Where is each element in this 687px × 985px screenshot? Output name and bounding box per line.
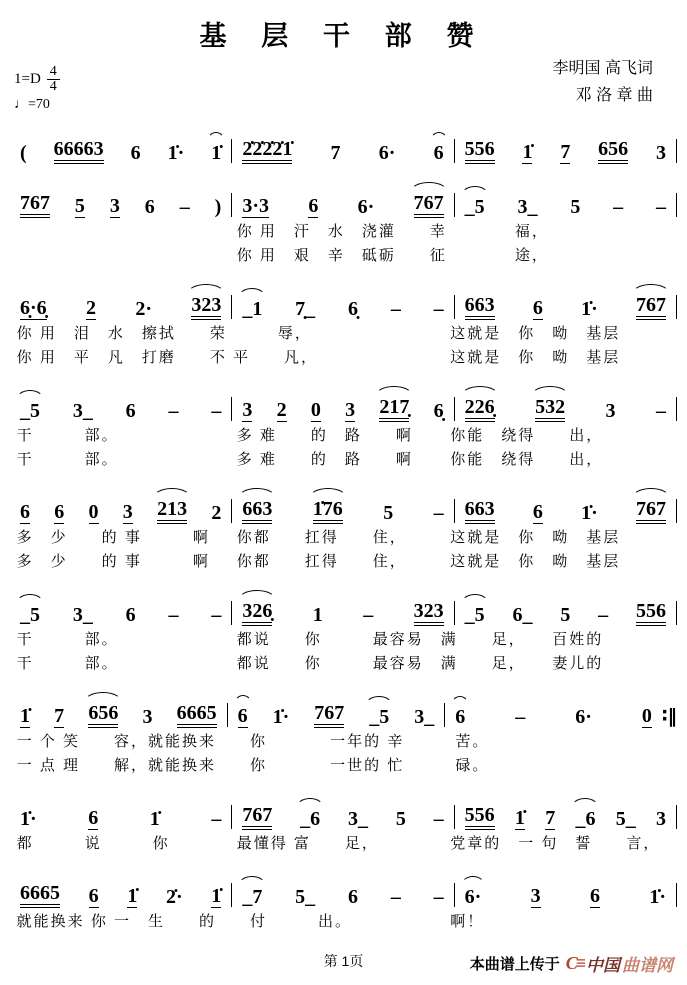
note: 1̇ <box>522 141 533 163</box>
note: 3_ <box>72 604 93 626</box>
note: 2̇2̇2̇2̇1̇ <box>242 139 292 164</box>
note: 656 <box>598 139 628 164</box>
lyric-segment: 你 用 艰 辛 砥砺 征 途， <box>236 247 549 264</box>
measure <box>10 883 231 908</box>
note: 5 <box>74 195 85 217</box>
note: 2· <box>135 298 152 320</box>
measure <box>232 805 453 830</box>
note: 3 <box>122 501 133 523</box>
note: 532 <box>535 397 565 422</box>
lyric-segment: 你 用 汗 水 浇灌 幸 福， <box>236 223 549 240</box>
note: 767 <box>636 499 666 524</box>
barline <box>676 883 677 907</box>
lyric-line <box>10 422 677 446</box>
note: 6· <box>575 706 592 728</box>
lyric-segment: 你 用 平 凡 打磨 不 平 凡， <box>16 349 318 366</box>
barline <box>676 805 677 829</box>
note: 213 <box>157 499 187 524</box>
measure <box>455 197 676 218</box>
note: – <box>168 400 179 422</box>
note: 226̣ <box>465 397 495 422</box>
system <box>10 479 677 572</box>
notes-row <box>10 119 677 164</box>
note: 1̇· <box>649 886 666 908</box>
lyric-line <box>10 752 677 776</box>
barline <box>676 139 677 163</box>
note: 556 <box>636 601 666 626</box>
barline <box>676 499 677 523</box>
song-title: 基 层 干 部 赞 <box>199 21 488 51</box>
system <box>10 581 677 674</box>
note: 1̇· <box>272 706 290 728</box>
note: – <box>515 706 526 728</box>
measure <box>10 703 227 728</box>
lyric-segment: 干 部。 <box>16 655 119 672</box>
measure <box>455 886 676 908</box>
lyric-line <box>10 446 677 470</box>
measure <box>455 295 676 320</box>
lyric-segment: 这就是 你 呦 基层 <box>450 325 621 342</box>
note: 1̇· <box>581 502 598 524</box>
note: – <box>433 808 444 830</box>
measure <box>232 139 453 164</box>
note: 0 <box>88 501 99 523</box>
note: 66663 <box>54 139 104 164</box>
note: 6· <box>378 142 396 164</box>
note: 7 <box>330 142 341 164</box>
note: 323 <box>191 295 221 320</box>
note: 323 <box>414 601 444 626</box>
note: 1̇ <box>149 808 160 830</box>
composer-credit: 邓 洛 章 曲 <box>575 87 653 105</box>
note: _5 <box>464 604 485 626</box>
lyric-line <box>10 650 677 674</box>
note: 6 <box>532 501 543 523</box>
note: 2 <box>276 399 287 421</box>
notes-row <box>10 683 677 728</box>
note: – <box>433 502 444 524</box>
note: – <box>211 604 222 626</box>
notes-row <box>10 479 677 524</box>
lyric-segment: 你能 绕得 出， <box>450 427 604 444</box>
note: 5_ <box>615 808 636 830</box>
note: 3 <box>605 400 616 422</box>
note: 3 <box>345 399 356 421</box>
note: 663 <box>465 499 495 524</box>
note: _6 <box>575 808 596 830</box>
system <box>10 683 677 776</box>
note: 0 <box>310 399 321 421</box>
note: 3 <box>530 885 541 907</box>
note: 3_ <box>72 400 93 422</box>
note: – <box>433 886 444 908</box>
site-logo-icon: C≡ <box>565 953 584 973</box>
note: 1 <box>312 604 323 626</box>
lyric-segment: 就能换来 你 一 生 的 付 出。 <box>16 913 352 930</box>
note: 6· <box>464 886 482 908</box>
lyric-segment: 多 少 的 事 啊 <box>16 553 210 570</box>
lyric-segment: 一世的 忙 碌。 <box>330 757 490 774</box>
notes-row <box>10 377 677 422</box>
note: 6 <box>144 196 155 218</box>
note: 1̇ <box>211 142 222 164</box>
note: 6 <box>54 501 65 523</box>
note: 6 <box>532 297 543 319</box>
measure <box>10 605 231 626</box>
score-meta <box>10 55 677 119</box>
note: 5 <box>570 196 581 218</box>
key-signature-block <box>14 65 60 113</box>
note: _6 <box>300 808 321 830</box>
note: 1̇· <box>581 298 598 320</box>
measure <box>228 703 445 728</box>
measure <box>445 706 662 728</box>
lyric-segment: 都 说 你 <box>16 835 170 852</box>
note: 656 <box>88 703 118 728</box>
lyric-segment: 啊！ <box>450 913 485 930</box>
score <box>10 119 677 932</box>
note: 0 <box>641 705 652 727</box>
measure <box>455 499 676 524</box>
note: 7 <box>54 705 65 727</box>
note: 6 <box>130 142 141 164</box>
key-signature: 1=D <box>14 71 41 87</box>
system <box>10 119 677 164</box>
note: 1̇ <box>127 885 138 907</box>
note: 556 <box>465 805 495 830</box>
note: 6665 <box>177 703 217 728</box>
note: 3 <box>242 399 253 421</box>
note: 6̣·6̣ <box>20 297 47 319</box>
note: – <box>655 196 666 218</box>
note: 2 <box>211 502 222 524</box>
measure <box>455 805 676 830</box>
note: 767 <box>636 295 666 320</box>
note: 7 <box>545 807 556 829</box>
note: 6 <box>88 885 99 907</box>
note: _1 <box>242 298 263 320</box>
lyric-line <box>10 728 677 752</box>
lyric-segment: 党章的 一 句 誓 言， <box>450 835 661 852</box>
note: 6 <box>455 706 466 728</box>
credits <box>553 55 653 109</box>
lyric-segment: 这就是 你 呦 基层 <box>450 349 621 366</box>
note: _5 <box>369 706 390 728</box>
measure <box>232 887 453 908</box>
note: 2̇· <box>165 886 183 908</box>
uploader-info <box>470 951 673 976</box>
note: 1̇· <box>167 142 185 164</box>
note: 6· <box>357 196 375 218</box>
measure <box>455 601 676 626</box>
measure <box>232 601 453 626</box>
barline <box>676 601 677 625</box>
note: ( <box>20 142 27 164</box>
barline <box>676 397 677 421</box>
note: 7 <box>560 141 571 163</box>
note: 767 <box>314 703 344 728</box>
note: 5 <box>383 502 394 524</box>
note: 6 <box>88 807 99 829</box>
note: 6 <box>589 885 600 907</box>
notes-row <box>10 785 677 830</box>
repeat-barline: ∶‖ <box>661 705 678 728</box>
note: 217̣ <box>379 397 409 422</box>
lyric-segment: 干 部。 <box>16 451 119 468</box>
lyric-line <box>10 908 677 932</box>
lyricist-credit: 李明国 高飞词 <box>552 60 653 77</box>
note: – <box>390 298 401 320</box>
note: 2 <box>86 297 96 319</box>
notes-row <box>10 863 677 908</box>
note: – <box>390 886 401 908</box>
lyric-line <box>10 626 677 650</box>
note: 5 <box>395 808 406 830</box>
note: 767 <box>242 805 272 830</box>
note: 6 <box>433 142 444 164</box>
lyric-segment: 干 部。 <box>16 427 119 444</box>
notes-row <box>10 581 677 626</box>
measure <box>10 295 231 320</box>
lyric-segment: 都说 你 最容易 满 足， 妻儿的 <box>236 655 604 672</box>
note: 6 <box>347 886 358 908</box>
note: 1̇76 <box>313 499 343 524</box>
measure <box>10 193 231 218</box>
note: – <box>211 400 222 422</box>
system <box>10 863 677 932</box>
note: 6 <box>125 400 136 422</box>
system <box>10 275 677 368</box>
note: 3_ <box>414 706 435 728</box>
lyric-segment: 都说 你 最容易 满 足， 百姓的 <box>236 631 604 648</box>
note: 1̇· <box>20 808 37 830</box>
lyric-segment: 一 点 理 解，就能换来 你 <box>16 757 267 774</box>
note: 7̣_ <box>295 298 316 320</box>
note: – <box>598 604 609 626</box>
system <box>10 377 677 470</box>
measure <box>10 499 231 524</box>
lyric-line <box>10 320 677 344</box>
measure <box>10 139 231 164</box>
note: – <box>433 298 444 320</box>
lyric-line <box>10 830 677 854</box>
note: _5 <box>464 196 485 218</box>
note: 1̇ <box>514 807 525 829</box>
measure <box>455 397 676 422</box>
lyric-segment: 这就是 你 呦 基层 <box>450 529 621 546</box>
upload-label: 本曲谱上传于 <box>469 956 560 973</box>
lyric-segment: 你 用 泪 水 擦拭 荣 辱， <box>16 325 312 342</box>
note: 6 <box>20 501 30 523</box>
lyric-line <box>10 344 677 368</box>
lyric-segment: 一 个 笑 容，就能换来 你 <box>16 733 267 750</box>
barline <box>676 295 677 319</box>
note: 326̣ <box>242 601 272 626</box>
note: _5 <box>20 604 40 626</box>
note: 3_ <box>517 196 538 218</box>
lyric-segment: 你都 扛得 住， <box>236 529 407 546</box>
note: – <box>168 604 179 626</box>
notes-row <box>10 173 677 218</box>
note: _7 <box>242 886 263 908</box>
measure <box>232 397 453 422</box>
barline <box>676 193 677 217</box>
measure <box>10 401 231 422</box>
note: 5_ <box>295 886 316 908</box>
note: 6̣ <box>347 298 358 320</box>
note: 3 <box>142 706 153 728</box>
note: 6665 <box>20 883 60 908</box>
lyric-segment: 你能 绕得 出， <box>450 451 604 468</box>
lyric-segment: 干 部。 <box>16 631 119 648</box>
note: 6̣ <box>433 400 444 422</box>
lyric-segment: 多 少 的 事 啊 <box>16 529 210 546</box>
note: 663 <box>242 499 272 524</box>
system <box>10 173 677 266</box>
page-footer <box>0 951 687 977</box>
note: 6 <box>237 705 248 727</box>
lyric-line <box>10 242 677 266</box>
lyric-segment: 多 难 的 路 啊 <box>236 451 413 468</box>
note: – <box>211 808 222 830</box>
note: 767 <box>20 193 50 218</box>
note: 3 <box>655 808 666 830</box>
lyric-line <box>10 524 677 548</box>
site-logo: C≡ 中国 曲谱网 <box>565 953 673 975</box>
note: – <box>655 400 666 422</box>
note: 767 <box>414 193 444 218</box>
lyric-segment: 这就是 你 呦 基层 <box>450 553 621 570</box>
measure <box>455 139 676 164</box>
measure <box>10 808 231 830</box>
measure <box>232 499 453 524</box>
note: 5 <box>560 604 571 626</box>
lyric-segment: 最懂得 富 足， <box>236 835 379 852</box>
notes-row <box>10 275 677 320</box>
note: 1̇ <box>20 705 30 727</box>
system <box>10 785 677 854</box>
lyric-line <box>10 218 677 242</box>
note: ) <box>214 196 222 218</box>
note: – <box>363 604 374 626</box>
measure <box>232 299 453 320</box>
note: 6 <box>125 604 136 626</box>
note: 556 <box>465 139 495 164</box>
note: 6_ <box>512 604 533 626</box>
tempo-marking: ♩=70 <box>14 97 50 112</box>
lyric-segment: 你都 扛得 住， <box>236 553 407 570</box>
time-signature: $\frac{4}{4}$ <box>47 65 60 94</box>
note: 3 <box>109 195 120 217</box>
note: 1̇ <box>211 885 222 907</box>
note: 3_ <box>347 808 368 830</box>
note: – <box>613 196 624 218</box>
note: 663 <box>465 295 495 320</box>
note: _5 <box>20 400 40 422</box>
measure <box>232 193 453 218</box>
note: 6 <box>308 195 319 217</box>
note: – <box>179 196 190 218</box>
page-number: 第 1页 <box>323 953 364 969</box>
lyric-segment: 多 难 的 路 啊 <box>236 427 413 444</box>
note: 3·3 <box>242 195 269 217</box>
lyric-segment: 一年的 辛 苦。 <box>330 733 490 750</box>
note: 3 <box>655 142 666 164</box>
lyric-line <box>10 548 677 572</box>
